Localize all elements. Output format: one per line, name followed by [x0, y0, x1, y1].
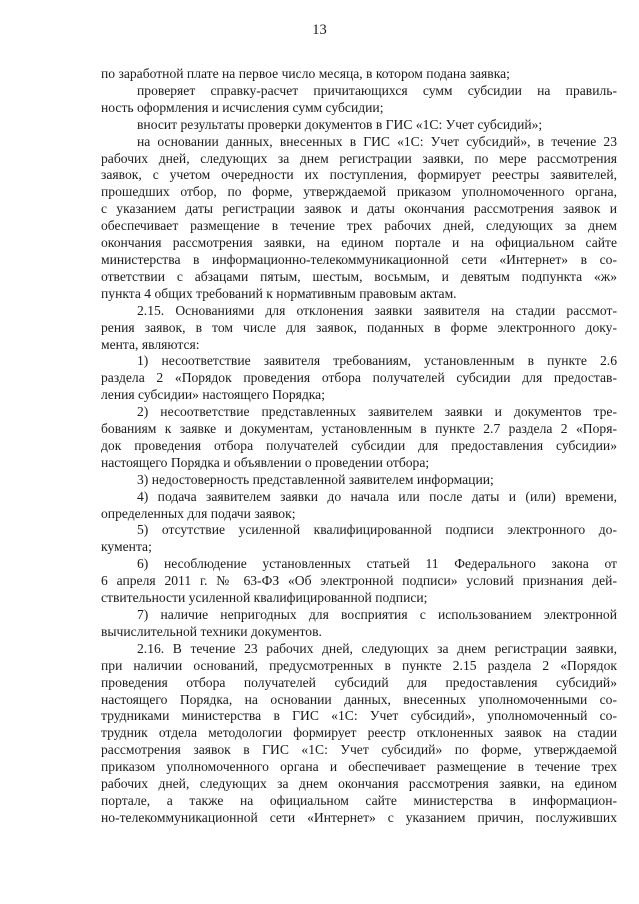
text-line: вносит результаты проверки документов в ГИС «1С: Учет субсидий»;: [137, 116, 543, 132]
paragraph: [101, 66, 617, 83]
paragraph: [101, 353, 617, 404]
text-line: 2.15. Основаниями для отклонения заявки заявителя на стадии рассмот-: [137, 302, 617, 318]
text-line: окончания рассмотрения заявки, на едином портале и на официальном сайте: [101, 235, 617, 251]
paragraph: [101, 117, 617, 134]
paragraph: [101, 522, 617, 556]
paragraph: [101, 472, 617, 489]
paragraph: [101, 607, 617, 641]
text-line: трудник отдела методологии формирует реестр отклоненных заявок на стадии: [101, 725, 617, 741]
text-line: с указанием даты регистрации заявок и даты окончания рассмотрения заявок и: [101, 201, 617, 217]
text-line: определенных для подачи заявок;: [101, 505, 296, 521]
text-line: рабочих дней, следующих за днем регистрации заявки, по мере рассмотрения: [101, 150, 617, 166]
paragraph: [101, 489, 617, 523]
paragraph: [101, 134, 617, 303]
paragraph: [101, 404, 617, 472]
text-line: 7) наличие непригодных для восприятия с использованием электронной: [137, 607, 617, 622]
text-line: министерства в информационно-телекоммуникационной сети «Интернет» в со-: [101, 251, 617, 267]
text-line: раздела 2 «Порядок проведения отбора получателей субсидии для предостав-: [101, 370, 617, 386]
text-line: проведения отбора получателей субсидий для предоставления субсидий»: [101, 674, 617, 690]
text-line: рения заявок, в том числе для заявок, поданных в форме электронного доку-: [101, 319, 617, 335]
text-line: настоящего Порядка, на основании данных, внесенных уполномоченными со-: [101, 691, 617, 707]
text-line: 2) несоответствие представленных заявителем заявки и документов тре-: [137, 404, 617, 420]
text-line: кумента;: [101, 539, 152, 555]
text-line: ответствии с абзацами пятым, шестым, восьмым, и девятым подпункта «ж»: [101, 268, 617, 284]
text-line: пункта 4 общих требований к нормативным правовым актам.: [101, 285, 457, 301]
text-line: по заработной плате на первое число месяца, в котором подана заявка;: [101, 66, 510, 81]
text-line: вычислительной техники документов.: [101, 623, 322, 639]
text-line: мента, являются:: [101, 336, 200, 352]
paragraph: [101, 303, 617, 354]
text-line: но-телекоммуникационной сети «Интернет» с указанием причин, послуживших: [101, 809, 617, 825]
text-line: ления субсидии» настоящего Порядка;: [101, 387, 325, 403]
text-line: проверяет справку-расчет причитающихся сумм субсидии на правиль-: [137, 82, 617, 98]
text-line: ность оформления и исчисления сумм субсидии;: [101, 99, 384, 115]
text-line: 6 апреля 2011 г. № 63-ФЗ «Об электронной подписи» условий признания дей-: [101, 573, 617, 589]
text-line: трудниками министерства в ГИС «1С: Учет субсидий», уполномоченный со-: [101, 708, 617, 724]
document-body: [101, 66, 617, 827]
text-line: прошедших отбор, по форме, утверждаемой приказом уполномоченного органа,: [101, 184, 617, 200]
text-line: 4) подача заявителем заявки до начала или после даты и (или) времени,: [137, 488, 617, 504]
text-line: портале, а также на официальном сайте министерства в информацион-: [101, 792, 617, 808]
text-line: 3) недостоверность представленной заявителем информации;: [137, 471, 494, 487]
text-line: 1) несоответствие заявителя требованиям, установленным в пункте 2.6: [137, 353, 617, 369]
paragraph: [101, 556, 617, 607]
text-line: рабочих дней, следующих за днем окончания рассмотрения заявки, на едином: [101, 776, 617, 792]
paragraph: [101, 641, 617, 827]
text-line: 2.16. В течение 23 рабочих дней, следующих за днем регистрации заявки,: [137, 640, 617, 656]
text-line: настоящего Порядка и объявлении о проведении отбора;: [101, 454, 430, 470]
text-line: док проведения отбора получателей субсидии для предоставления субсидии»: [101, 437, 617, 453]
text-line: обеспечивает размещение в течение трех рабочих дней, следующих за днем: [101, 218, 617, 234]
text-line: приказом уполномоченного органа и обеспечивает размещение в течение трех: [101, 759, 617, 775]
text-line: ствительности усиленной квалифицированной подписи;: [101, 590, 428, 606]
paragraph: [101, 83, 617, 117]
text-line: заявок, с учетом очередности их поступления, формирует реестры заявителей,: [101, 167, 617, 183]
page-number: 13: [312, 22, 327, 38]
text-line: 5) отсутствие усиленной квалифицированной подписи электронного до-: [137, 522, 617, 538]
text-line: на основании данных, внесенных в ГИС «1С: Учет субсидий», в течение 23: [137, 133, 617, 149]
text-line: бованиям к заявке и документам, установленным в пункте 2.7 раздела 2 «Поря-: [101, 421, 617, 437]
text-line: 6) несоблюдение установленных статьей 11 Федерального закона от: [137, 556, 617, 572]
text-line: при наличии оснований, предусмотренных в пункте 2.15 раздела 2 «Порядок: [101, 657, 617, 673]
text-line: рассмотрения заявок в ГИС «1С: Учет субсидий» по форме, утверждаемой: [101, 742, 617, 758]
